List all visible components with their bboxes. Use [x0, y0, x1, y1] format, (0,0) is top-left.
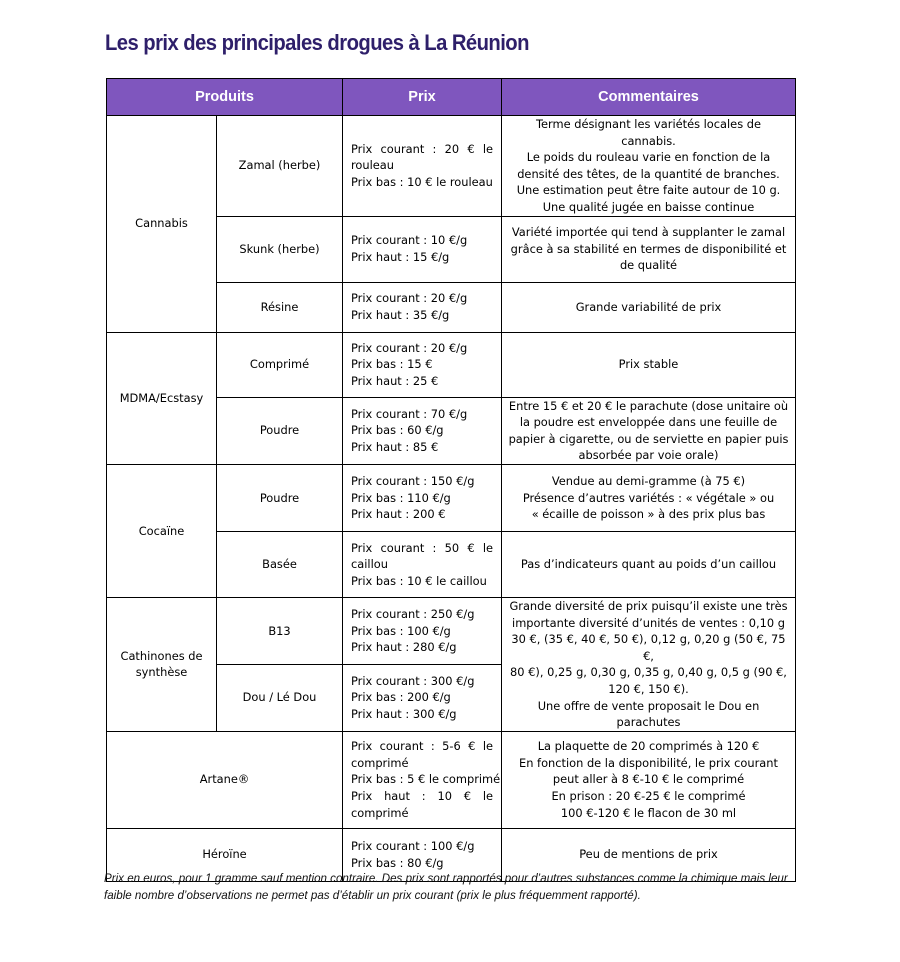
comment-line: Terme désignant les variétés locales de cannabis. — [536, 117, 761, 148]
price-cell — [343, 282, 502, 332]
table-header-row — [107, 79, 796, 116]
category-cell: Cannabis — [107, 116, 217, 333]
product-cell: Résine — [217, 282, 343, 332]
price-line: Prix bas : 10 € le rouleau — [351, 175, 493, 190]
price-line: Prix courant : 100 €/g — [351, 839, 475, 854]
category-cell: Cocaïne — [107, 464, 217, 597]
header-prix: Prix — [343, 79, 502, 116]
comment-line: de qualité — [619, 258, 678, 273]
category-cell: Cathinones de synthèse — [107, 597, 217, 731]
price-line: Prix courant : 20 €/g — [351, 340, 468, 355]
comment-line: 120 €, 150 €). — [608, 681, 689, 696]
comment-cell — [502, 332, 796, 397]
table-row — [107, 116, 796, 217]
price-line: Prix bas : 10 € le caillou — [351, 573, 487, 588]
comment-cell — [502, 216, 796, 282]
price-line: Prix courant : 5-6 € le comprimé — [351, 739, 493, 770]
price-line: Prix haut : 25 € — [351, 373, 439, 388]
comment-cell — [502, 531, 796, 597]
comment-line: Vendue au demi-gramme (à 75 €) — [551, 474, 746, 489]
comment-line: Présence d’autres variétés : « végétale » ou — [522, 490, 775, 505]
table-row — [107, 464, 796, 531]
price-cell — [343, 664, 502, 731]
comment-line: 80 €), 0,25 g, 0,30 g, 0,35 g, 0,40 g, 0,5 g (90 €, — [510, 665, 787, 680]
price-line: Prix haut : 15 €/g — [351, 250, 450, 265]
comment-line: Une offre de vente proposait le Dou en — [537, 698, 760, 713]
product-cell: Basée — [217, 531, 343, 597]
price-cell — [343, 332, 502, 397]
price-line: Prix bas : 80 €/g — [351, 855, 444, 870]
comment-line: la poudre est enveloppée dans une feuille de — [519, 415, 778, 430]
price-cell — [343, 464, 502, 531]
comment-cell — [502, 282, 796, 332]
price-line: Prix courant : 20 €/g — [351, 291, 468, 306]
comment-line: densité des têtes, de la quantité de branches. — [517, 166, 780, 181]
footnote: Prix en euros, pour 1 gramme sauf mention contraire. Des prix sont rapportés pour d’autres substances comme la chimique mais leur faible nombre d’observations ne permet pas d’établir un prix courant (prix le plus fréquemment rapporté). — [104, 872, 788, 902]
product-cell: Héroïne — [107, 828, 343, 881]
price-line: Prix haut : 35 €/g — [351, 308, 450, 323]
comment-cell — [502, 597, 796, 731]
product-cell: Skunk (herbe) — [217, 216, 343, 282]
price-line: Prix courant : 10 €/g — [351, 233, 468, 248]
drug-prices-table — [106, 78, 796, 882]
header-commentaires: Commentaires — [502, 79, 796, 116]
price-line: Prix bas : 200 €/g — [351, 690, 451, 705]
comment-line: grâce à sa stabilité en termes de disponibilité et — [510, 241, 787, 256]
comment-line: Variété importée qui tend à supplanter le zamal — [511, 225, 786, 240]
comment-line: peut aller à 8 €-10 € le comprimé — [552, 772, 745, 787]
comment-line: absorbée par voie orale) — [578, 448, 719, 463]
product-cell: B13 — [217, 597, 343, 664]
comment-line: parachutes — [616, 715, 681, 730]
comment-line: importante diversité d’unités de ventes : 0,10 g — [512, 615, 785, 630]
product-cell: Zamal (herbe) — [217, 116, 343, 217]
comment-line: Pas d’indicateurs quant au poids d’un caillou — [520, 557, 777, 572]
price-line: Prix haut : 280 €/g — [351, 640, 457, 655]
price-cell — [343, 397, 502, 464]
header-produits: Produits — [107, 79, 343, 116]
price-line: Prix haut : 200 € — [351, 507, 446, 522]
comment-line: Une estimation peut être faite autour de 10 g. — [516, 183, 781, 198]
price-cell — [343, 531, 502, 597]
comment-line: papier à cigarette, ou de serviette en papier puis — [508, 431, 789, 446]
comment-line: La plaquette de 20 comprimés à 120 € — [537, 739, 760, 754]
product-cell: Comprimé — [217, 332, 343, 397]
comment-line: « écaille de poisson » à des prix plus bas — [531, 507, 766, 522]
table-row — [107, 731, 796, 828]
comment-line: Grande variabilité de prix — [575, 299, 722, 314]
comment-line: 30 €, (35 €, 40 €, 50 €), 0,12 g, 0,20 g (50 €, 75 €, — [511, 632, 786, 663]
price-line: Prix bas : 100 €/g — [351, 623, 451, 638]
price-cell — [343, 597, 502, 664]
comment-cell — [502, 464, 796, 531]
price-cell — [343, 116, 502, 217]
table-row — [107, 332, 796, 397]
comment-line: Peu de mentions de prix — [579, 847, 718, 862]
price-line: Prix bas : 15 € — [351, 357, 433, 372]
product-cell: Dou / Lé Dou — [217, 664, 343, 731]
price-cell — [343, 731, 502, 828]
price-line: Prix courant : 250 €/g — [351, 606, 475, 621]
price-line: Prix bas : 5 € le comprimé — [351, 772, 501, 787]
product-cell: Poudre — [217, 464, 343, 531]
price-line: Prix courant : 50 € le caillou — [351, 540, 493, 572]
product-cell: Artane® — [107, 731, 343, 828]
comment-cell — [502, 731, 796, 828]
page-title: Les prix des principales drogues à La Réunion — [105, 30, 529, 55]
comment-line: Prix stable — [618, 357, 679, 372]
price-line: Prix haut : 10 € le comprimé — [351, 788, 493, 820]
comment-line: Grande diversité de prix puisqu’il existe une très — [509, 598, 788, 613]
table-row — [107, 597, 796, 664]
comment-line: Entre 15 € et 20 € le parachute (dose unitaire où — [508, 398, 789, 413]
comment-line: Une qualité jugée en baisse continue — [542, 199, 755, 214]
price-line: Prix courant : 20 € le rouleau — [351, 141, 493, 173]
comment-cell — [502, 397, 796, 464]
price-line: Prix bas : 110 €/g — [351, 490, 451, 505]
product-cell: Poudre — [217, 397, 343, 464]
price-line: Prix courant : 150 €/g — [351, 474, 475, 489]
price-line: Prix haut : 300 €/g — [351, 707, 457, 722]
category-cell: MDMA/Ecstasy — [107, 332, 217, 464]
comment-cell — [502, 116, 796, 217]
comment-line: En prison : 20 €-25 € le comprimé — [551, 788, 746, 803]
price-cell — [343, 216, 502, 282]
comment-line: Le poids du rouleau varie en fonction de la — [526, 150, 771, 165]
comment-line: 100 €-120 € le flacon de 30 ml — [560, 805, 737, 820]
price-line: Prix courant : 300 €/g — [351, 673, 475, 688]
price-line: Prix bas : 60 €/g — [351, 423, 444, 438]
price-line: Prix courant : 70 €/g — [351, 406, 468, 421]
price-line: Prix haut : 85 € — [351, 440, 439, 455]
comment-line: En fonction de la disponibilité, le prix courant — [519, 755, 778, 770]
